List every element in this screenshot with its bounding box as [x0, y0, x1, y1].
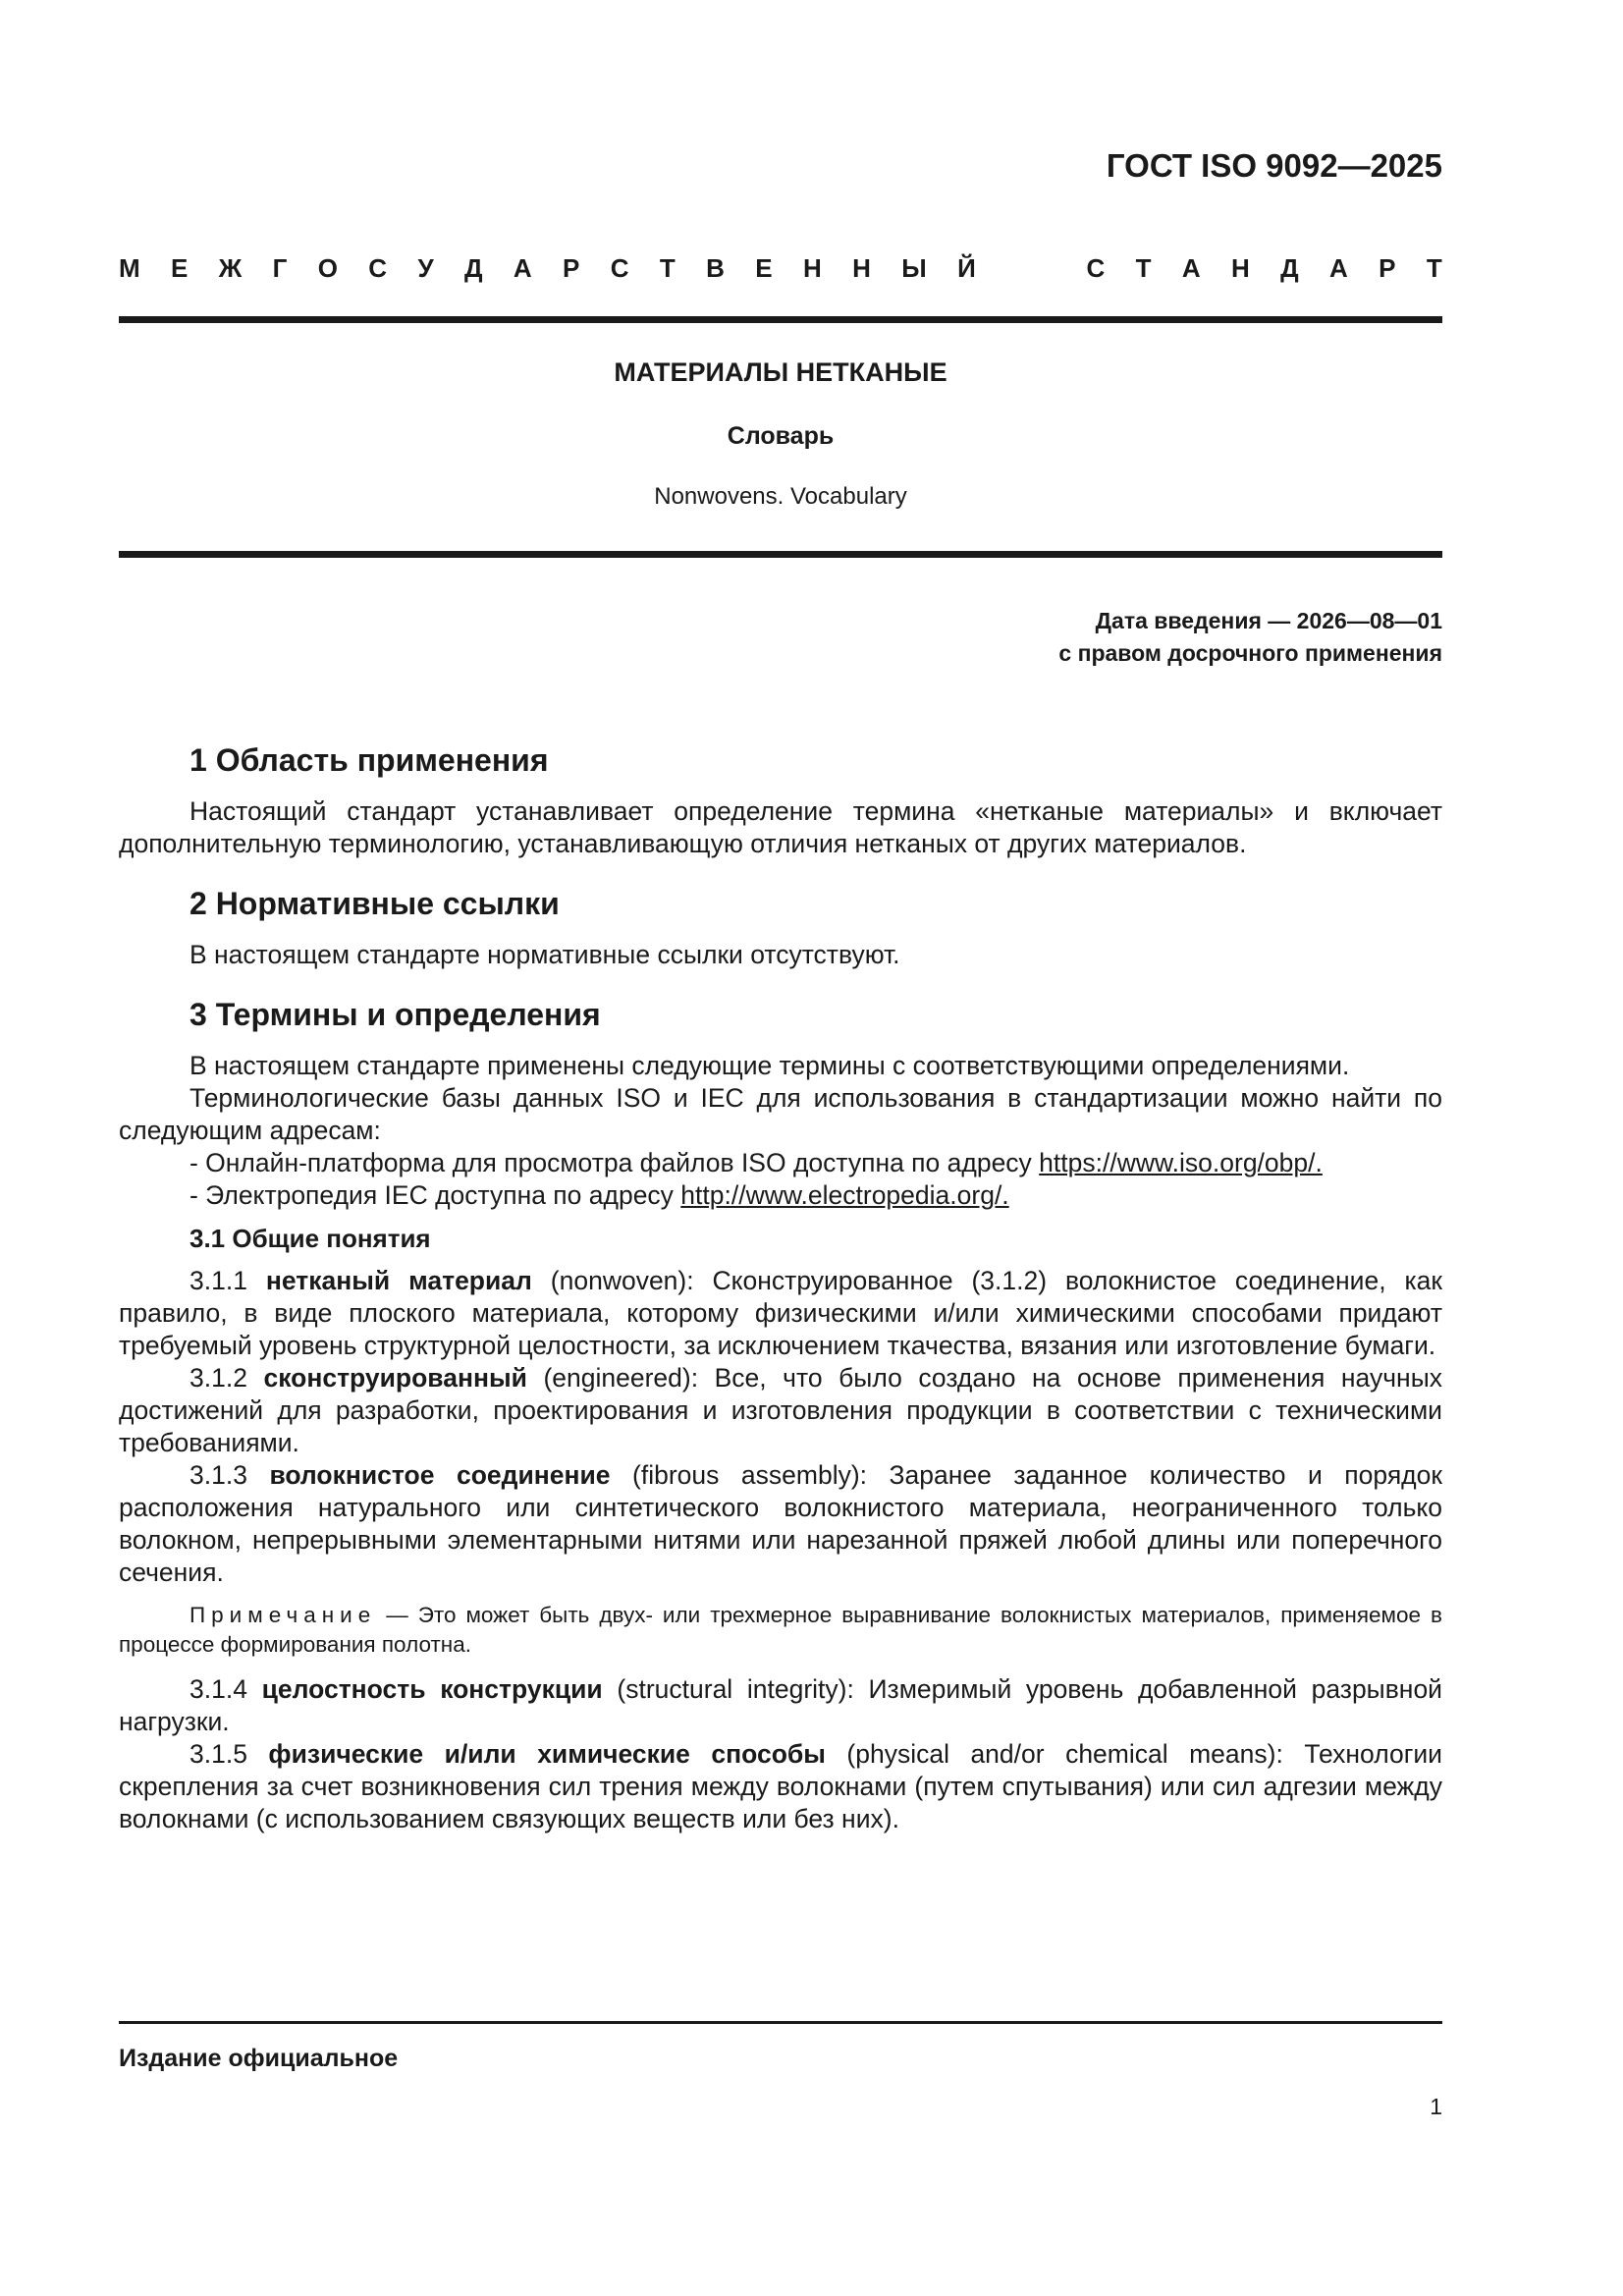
term-entry: 3.1.2 сконструированный (engineered): Все, что было создано на основе применения научных достижений для разработки, проектирования и изготовления продукции в соответствии с техническими требованиями. — [119, 1363, 1442, 1457]
section-paragraph: В настоящем стандарте применены следующие термины с соответствующими определениями. — [189, 1051, 1350, 1080]
iso-obp-link[interactable]: https://www.iso.org/obp/. — [1039, 1148, 1323, 1177]
term: нетканый материал — [265, 1266, 532, 1295]
section-heading: 3 Термины и определения — [189, 997, 601, 1032]
section-heading: 1 Область применения — [189, 742, 549, 778]
introduction-date: Дата введения — 2026—08—01 — [1095, 608, 1442, 633]
type-letter: Д — [463, 253, 483, 283]
section-paragraph: В настоящем стандарте нормативные ссылки отсутствуют. — [189, 940, 900, 969]
term: сконструированный — [263, 1363, 527, 1393]
type-letter: М — [119, 253, 140, 283]
section-paragraph: Настоящий стандарт устанавливает определение термина «нетканые материалы» и включает дополнительную терминологию, устанавливающую отличия нетканых от других материалов. — [119, 796, 1442, 858]
list-item: - Онлайн-платформа для просмотра файлов ISO доступна по адресу https://www.iso.org/obp/. — [189, 1148, 1323, 1177]
type-letter: А — [1329, 253, 1348, 283]
type-letter: Н — [802, 253, 822, 283]
document-body — [119, 740, 1442, 1835]
section-paragraph: Терминологические базы данных ISO и IEC для использования в стандартизации можно найти по следующим адресам: — [119, 1083, 1442, 1145]
term: физические и/или химические способы — [268, 1739, 826, 1769]
introduction-date-block — [119, 605, 1442, 670]
header-rule — [119, 316, 1442, 323]
type-letter: Й — [957, 253, 976, 283]
type-letter: В — [706, 253, 725, 283]
term-entry: 3.1.1 нетканый материал (nonwoven): Сконструированное (3.1.2) волокнистое соединение, как правило, в виде плоского материала, которому физическими и/или химическими способами придают требуемый уровень структурной целостности, за исключением ткачества, вязания или изготовление бумаги. — [119, 1266, 1442, 1360]
type-letter: А — [1181, 253, 1201, 283]
document-subtitle: Словарь — [727, 422, 835, 450]
type-letter: Е — [755, 253, 773, 283]
document-page — [119, 0, 1442, 2296]
type-letter: А — [513, 253, 532, 283]
type-letter: Ы — [901, 253, 927, 283]
document-code: ГОСТ ISO 9092—2025 — [1106, 147, 1442, 184]
type-letter: Д — [1280, 253, 1299, 283]
footer-rule — [119, 2021, 1442, 2024]
subsection-heading: 3.1 Общие понятия — [189, 1224, 431, 1253]
standard-type — [119, 253, 1442, 284]
type-letter: Р — [1379, 253, 1396, 283]
note-label: Примечание — [189, 1603, 377, 1627]
type-letter: С — [1086, 253, 1106, 283]
type-letter: Н — [1231, 253, 1250, 283]
term: волокнистое соединение — [269, 1460, 611, 1490]
electropedia-link[interactable]: http://www.electropedia.org/. — [680, 1180, 1009, 1210]
type-letter: У — [417, 253, 434, 283]
term-entry: 3.1.5 физические и/или химические способы (physical and/or chemical means): Технологии скрепления за счет возникновения сил трения между волокнами (путем спутывания) или сил адгезии между волокнами (с использованием связующих веществ или без них). — [119, 1739, 1442, 1833]
type-letter: Т — [1135, 253, 1152, 283]
type-letter: Т — [1426, 253, 1442, 283]
type-letter: Н — [852, 253, 871, 283]
document-title-english: Nonwovens. Vocabulary — [654, 483, 907, 510]
early-application-note: с правом досрочного применения — [1058, 640, 1442, 666]
list-item: - Электропедия IEC доступна по адресу http://www.electropedia.org/. — [189, 1180, 1009, 1210]
type-letter: Р — [563, 253, 580, 283]
type-letter: Г — [272, 253, 288, 283]
type-letter: С — [368, 253, 388, 283]
document-title: МАТЕРИАЛЫ НЕТКАНЫЕ — [614, 357, 947, 387]
term: целостность конструкции — [261, 1674, 603, 1704]
type-letter: О — [317, 253, 338, 283]
type-letter: Ж — [218, 253, 243, 283]
term-entry: 3.1.4 целостность конструкции (structural integrity): Измеримый уровень добавленной разрывной нагрузки. — [119, 1674, 1442, 1736]
section-heading: 2 Нормативные ссылки — [189, 886, 560, 921]
note — [119, 1601, 1442, 1660]
page-number: 1 — [1430, 2094, 1442, 2119]
title-rule — [119, 551, 1442, 558]
note-text: — Это может быть двух- или трехмерное выравнивание волокнистых материалов, применяемое в процессе формирования полотна. — [119, 1603, 1442, 1657]
type-letter: С — [610, 253, 629, 283]
type-letter: Е — [171, 253, 189, 283]
term-entry: 3.1.3 волокнистое соединение (fibrous assembly): Заранее заданное количество и порядок расположения натурального или синтетического волокнистого материала, неограниченного только волокном, непрерывными элементарными нитями или нарезанной пряжей любой длины или поперечного сечения. — [119, 1460, 1442, 1587]
word-gap — [1006, 253, 1055, 284]
type-letter: Т — [659, 253, 676, 283]
official-edition-label: Издание официальное — [119, 2045, 399, 2072]
